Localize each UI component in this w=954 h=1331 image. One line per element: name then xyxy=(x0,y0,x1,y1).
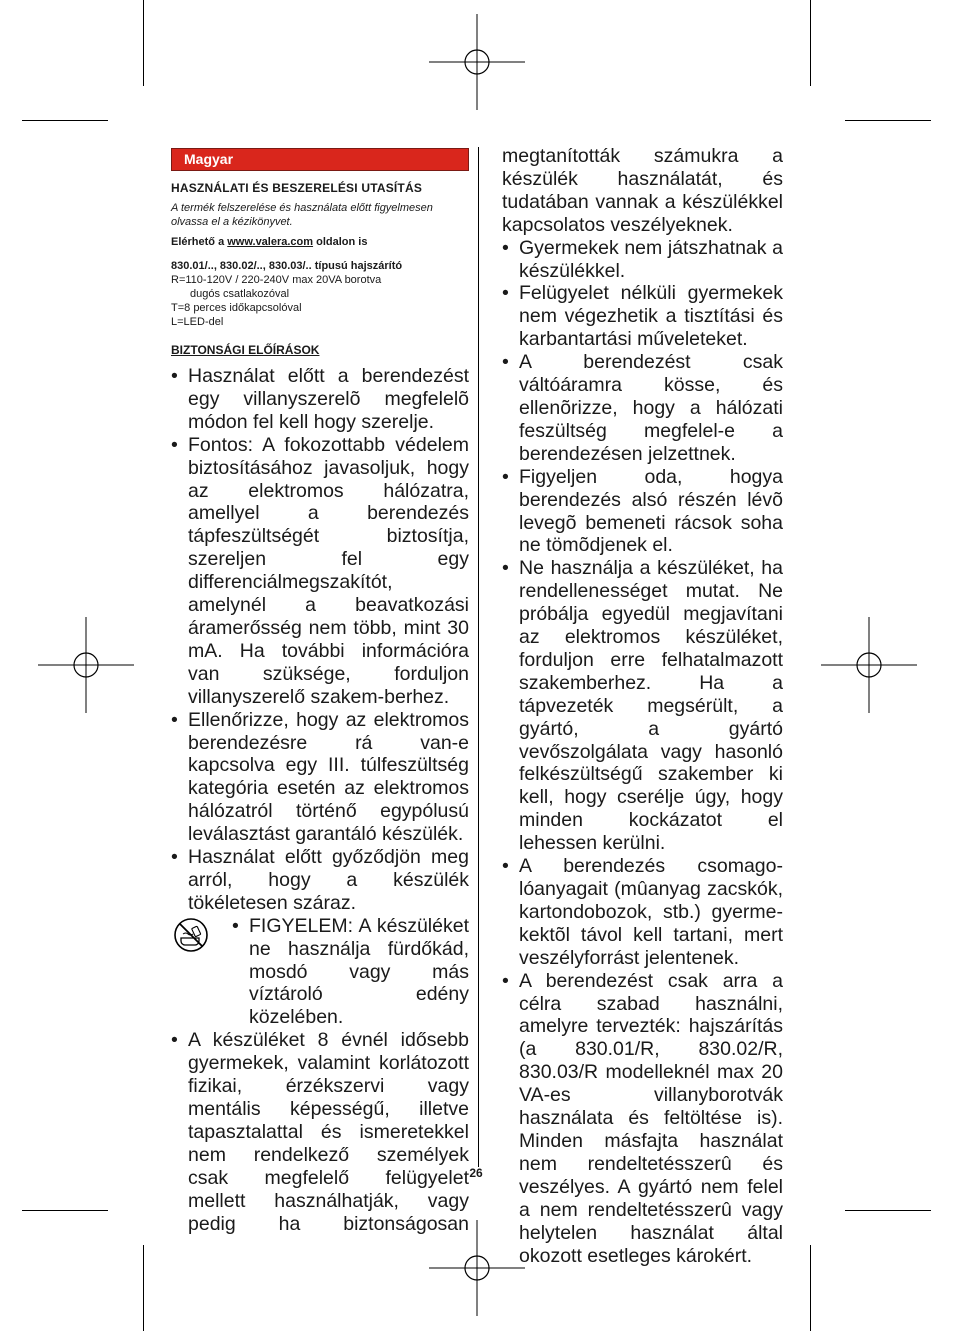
spec-t-line: T=8 perces időkapcsolóval xyxy=(171,302,302,314)
language-tab: Magyar xyxy=(171,148,469,171)
spec-r-line: R=110-120V / 220-240V max 20VA borotva xyxy=(171,274,382,286)
right-column xyxy=(502,145,783,1267)
crop-mark xyxy=(22,1210,108,1211)
list-item: • Fontos: A fokozottabb védelem biztosításához javasoljuk, hogy az elektromos hálózatra, amellyel a berendezés tápfeszültségét biztosítja, szereljen fel egy differenciálmegszakítót, amelynél a beavatkozási áramerősség nem több, mint 30 mA. Ha további információra van szüksége, forduljon villanyszerelő szakem-berhez. xyxy=(171,434,469,709)
crop-mark xyxy=(810,1245,811,1331)
list-item: • Ellenőrizze, hogy az elektromos berendezésre rá van-e kapcsolva egy III. túlfeszültség kategória esetén az elektromos hálózatról történő egypólusú leválasztást garantáló készülék. xyxy=(171,709,469,846)
crop-mark xyxy=(22,120,108,121)
list-item: • A berendezést csak váltóáramra kösse, és ellenõrizze, hogy a hálózati feszültség megfelel-e a berendezésen jelzettnek. xyxy=(502,351,783,466)
safety-list-left-2 xyxy=(171,1029,469,1235)
continued-text: megtanították számukra a készülék használatát, és tudatában vannak a készülékkel kapcsolatos veszélyeknek. xyxy=(502,145,783,236)
availability-line xyxy=(171,235,469,249)
registration-mark-icon xyxy=(821,617,917,713)
list-item: • A berendezés csomago-lóanyagait (mûanyag zacskók, kartondobozok, stb.) gyerme-kektõl távol kell tartani, mert veszélyforrást jelentenek. xyxy=(502,855,783,970)
registration-mark-icon xyxy=(429,14,525,110)
spec-r-line-2: dugós csatlakozóval xyxy=(190,288,290,300)
column-divider xyxy=(478,147,479,1167)
left-column xyxy=(171,148,469,1235)
list-item: • Használat előtt győződjön meg arról, hogy a készülék tökéletesen száraz. xyxy=(171,846,469,915)
list-item: • Gyermekek nem játszhatnak a készülékkel. xyxy=(502,237,783,283)
crop-mark xyxy=(143,0,144,86)
website-link[interactable]: www.valera.com xyxy=(227,236,314,248)
warning-item: • FIGYELEM: A készüléket ne használja fürdőkád, mosdó vagy más víztároló edény közelében. xyxy=(232,915,469,1030)
warning-list xyxy=(232,915,469,1030)
specs-title: 830.01/.., 830.02/.., 830.03/.. típusú hajszárító xyxy=(171,260,403,272)
list-item: • A készüléket 8 évnél idősebb gyermekek, valamint korlátozott fizikai, érzékszervi vagy mentális képességű, illetve tapasztalattal és ismeretekkel nem rendelkező személyek csak megfelelő felügyelet mellett használhatják, vagy pedig ha biztonságosan xyxy=(171,1029,469,1235)
list-item: • Használat előtt a berendezést egy villanyszerelõ megfelelõ módon fel kell hogy szerelje. xyxy=(171,365,469,434)
safety-list-right xyxy=(502,237,783,1268)
list-item: • Ne használja a készüléket, ha rendellenességet mutat. Ne próbálja egyedül megjavítani az elektromos készüléket, forduljon erre felhatalmazott szakemberhez. Ha a tápvezeték megsérült, a gyártó, a gyártó vevőszolgálata vagy hasonló felkészültségű szakember ki kell, hogy cserélje úgy, hogy minden kockázatot el lehessen kerülni. xyxy=(502,557,783,855)
warning-block xyxy=(171,915,469,1030)
registration-mark-icon xyxy=(38,617,134,713)
list-item: • A berendezést csak arra a célra szabad használni, amelyre tervezték: hajszárítás (a 830.01/R, 830.02/R, 830.03/R modelleknél max 20 VA-es villanyborotvák használata és feltöltése is). Minden másfajta használat nem rendeltetésszerû és veszélyes. A gyártó nem felel a nem rendeltetésszerû vagy helytelen használat által okozott esetleges károkért. xyxy=(502,970,783,1268)
manual-note: A termék felszerelése és használata előtt figyelmesen olvassa el a kézikönyvet. xyxy=(171,202,433,228)
manual-title: HASZNÁLATI ÉS BESZERELÉSI UTASÍTÁS xyxy=(171,181,423,195)
crop-mark xyxy=(845,1210,931,1211)
safety-list-left xyxy=(171,365,469,915)
crop-mark xyxy=(810,0,811,86)
spec-l-line: L=LED-del xyxy=(171,316,224,328)
crop-mark xyxy=(143,1245,144,1331)
list-item: • Figyeljen oda, hogya berendezés alsó részén lévõ levegõ bemeneti rácsok soha ne tömõdjenek el. xyxy=(502,466,783,558)
crop-mark xyxy=(845,120,931,121)
no-bath-warning-icon xyxy=(173,917,209,953)
safety-heading: BIZTONSÁGI ELŐÍRÁSOK xyxy=(171,343,320,357)
page-number: 26 xyxy=(469,1166,483,1180)
availability-suffix: oldalon is xyxy=(313,236,368,248)
list-item: • Felügyelet nélküli gyermekek nem végezhetik a tisztítási és karbantartási műveleteket. xyxy=(502,282,783,351)
availability-prefix: Elérhető a xyxy=(171,236,228,248)
